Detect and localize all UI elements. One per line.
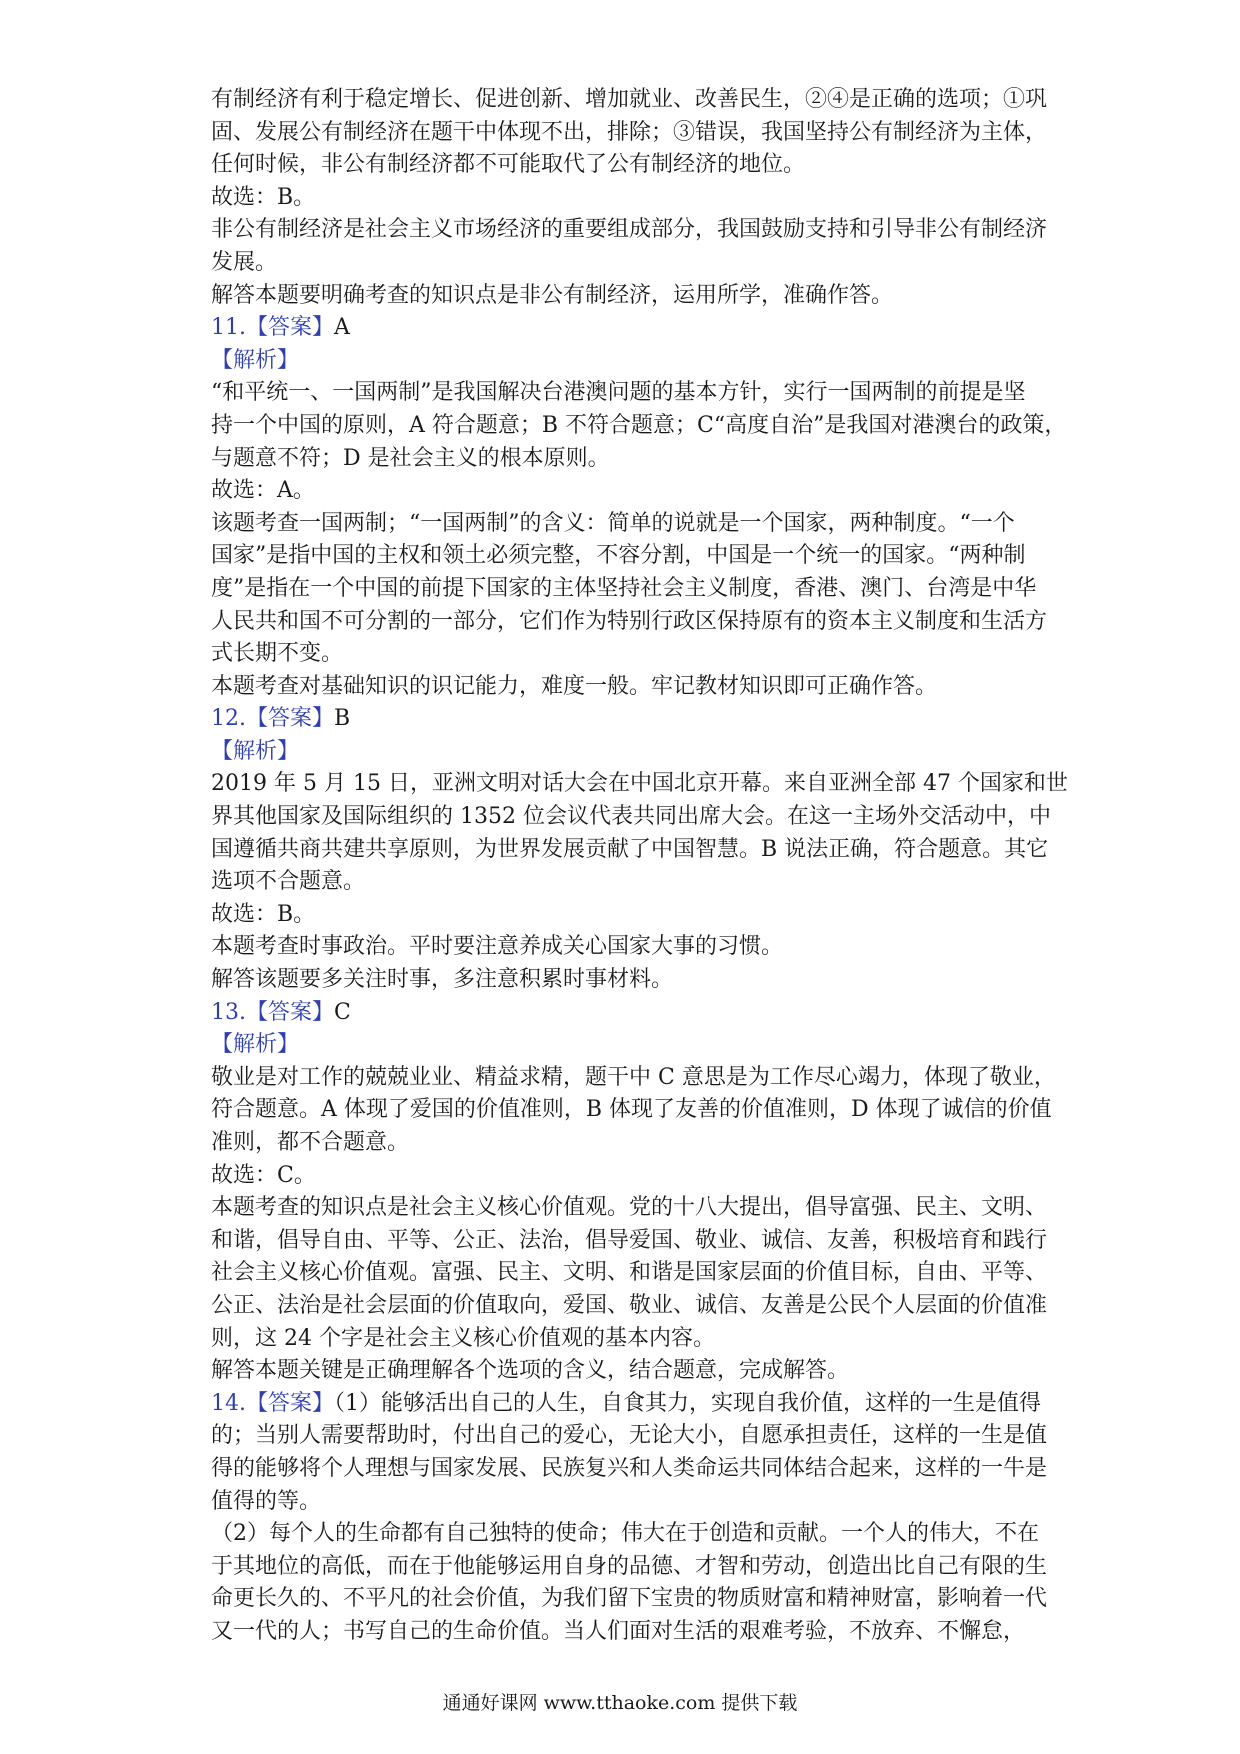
analysis-tag: 【解析】: [211, 1032, 300, 1058]
answer-line: [211, 703, 1041, 736]
text-line: 界其他国家及国际组织的 1352 位会议代表共同出席大会。在这一主场外交活动中，中: [211, 804, 1051, 830]
text-line: 命更长久的、不平凡的社会价值，为我们留下宝贵的物质财富和精神财富，影响着一代: [211, 1586, 1048, 1612]
text-line: 该题考查一国两制；“一国两制”的含义：简单的说就是一个国家，两种制度。“一个: [211, 510, 1015, 536]
text-line: 解答本题要明确考查的知识点是非公有制经济，运用所学，准确作答。: [211, 282, 894, 308]
text-line: 选项不合题意。: [211, 869, 366, 895]
text-line: 符合题意。A 体现了爱国的价值准则，B 体现了友善的价值准则，D 体现了诚信的价值: [211, 1097, 1052, 1123]
text-line: 则，这 24 个字是社会主义核心价值观的基本内容。: [211, 1325, 715, 1351]
text-line: 值得的等。: [211, 1488, 322, 1514]
text-line: 故选：C。: [211, 1162, 316, 1188]
text-line: 得的能够将个人理想与国家发展、民族复兴和人类命运共同体结合起来，这样的一牛是: [211, 1455, 1048, 1481]
text-line: 本题考查时事政治。平时要注意养成关心国家大事的习惯。: [211, 934, 784, 960]
answer-label: 11.【答案】: [211, 315, 334, 341]
answer-label: 13.【答案】: [211, 999, 334, 1025]
text-line: （2）每个人的生命都有自己独特的使命；伟大在于创造和贡献。一个人的伟大，不在: [211, 1521, 1039, 1547]
text-line: 又一代的人；书写自己的生命价值。当人们面对生活的艰难考验，不放弃、不懈怠，: [211, 1618, 1026, 1644]
text-line: 和谐，倡导自由、平等、公正、法治，倡导爱国、敬业、诚信、友善，积极培育和践行: [211, 1227, 1048, 1253]
text-line: 敬业是对工作的兢兢业业、精益求精，题干中 C 意思是为工作尽心竭力，体现了敬业，: [211, 1064, 1056, 1090]
answer-text: A: [334, 315, 350, 341]
text-line: 解答本题关键是正确理解各个选项的含义，结合题意，完成解答。: [211, 1358, 850, 1384]
text-line: 式长期不变。: [211, 641, 344, 667]
text-line: 的；当别人需要帮助时，付出自己的爱心，无论大小，自愿承担责任，这样的一生是值: [211, 1423, 1048, 1449]
answer-label: 14.【答案】: [211, 1390, 334, 1416]
text-line: 故选：B。: [211, 184, 316, 210]
answer-line: [211, 997, 1041, 1030]
answer-line: [211, 1388, 1041, 1421]
text-line: 2019 年 5 月 15 日，亚洲文明对话大会在中国北京开幕。来自亚洲全部 47 个国家和世: [211, 771, 1068, 797]
text-line: 解答该题要多关注时事，多注意积累时事材料。: [211, 967, 674, 993]
text-line: 社会主义核心价值观。富强、民主、文明、和谐是国家层面的价值目标，自由、平等、: [211, 1260, 1048, 1286]
text-line: 非公有制经济是社会主义市场经济的重要组成部分，我国鼓励支持和引导非公有制经济: [211, 217, 1048, 243]
text-line: 本题考查的知识点是社会主义核心价值观。党的十八大提出，倡导富强、民主、文明、: [211, 1195, 1048, 1221]
analysis-tag: 【解析】: [211, 738, 300, 764]
answer-label: 12.【答案】: [211, 706, 334, 732]
answer-text: B: [334, 706, 351, 732]
text-line: 人民共和国不可分割的一部分，它们作为特别行政区保持原有的资本主义制度和生活方: [211, 608, 1048, 634]
text-line: 故选：A。: [211, 478, 315, 504]
text-line: 固、发展公有制经济在题干中体现不出，排除；③错误，我国坚持公有制经济为主体，: [211, 119, 1048, 145]
text-line: 准则，都不合题意。: [211, 1130, 410, 1155]
text-line: 于其地位的高低，而在于他能够运用自身的品德、才智和劳动，创造出比自己有限的生: [211, 1553, 1048, 1579]
text-line: 本题考查对基础知识的识记能力，难度一般。牢记教材知识即可正确作答。: [211, 673, 938, 699]
text-line: 度”是指在一个中国的前提下国家的主体坚持社会主义制度，香港、澳门、台湾是中华: [211, 575, 1037, 601]
analysis-tag: 【解析】: [211, 347, 300, 373]
document-body: [211, 84, 1068, 1649]
text-line: 有制经济有利于稳定增长、促进创新、增加就业、改善民生，②④是正确的选项；①巩: [211, 87, 1048, 112]
text-line: 国遵循共商共建共享原则，为世界发展贡献了中国智慧。B 说法正确，符合题意。其它: [211, 836, 1049, 862]
answer-text: C: [334, 999, 351, 1025]
text-line: 与题意不符；D 是社会主义的根本原则。: [211, 445, 610, 471]
text-line: 公正、法治是社会层面的价值取向，爱国、敬业、诚信、友善是公民个人层面的价值准: [211, 1292, 1048, 1318]
answer-line: [211, 312, 1041, 345]
answer-text: （1）能够活出自己的人生，自食其力，实现自我价值，这样的一生是值得: [334, 1390, 1041, 1416]
text-line: 故选：B。: [211, 901, 316, 927]
text-line: 国家”是指中国的主权和领土必须完整，不容分割，中国是一个统一的国家。“两种制: [211, 543, 1026, 569]
text-line: 发展。: [211, 249, 278, 275]
text-line: “和平统一、一国两制”是我国解决台港澳问题的基本方针，实行一国两制的前提是坚: [211, 380, 1026, 406]
text-line: 持一个中国的原则，A 符合题意；B 不符合题意；C“高度自治”是我国对港澳台的政策，: [211, 412, 1067, 438]
page-footer: 通通好课网 www.tthaoke.com 提供下载: [442, 1692, 798, 1714]
text-line: 任何时候，非公有制经济都不可能取代了公有制经济的地位。: [211, 152, 806, 178]
